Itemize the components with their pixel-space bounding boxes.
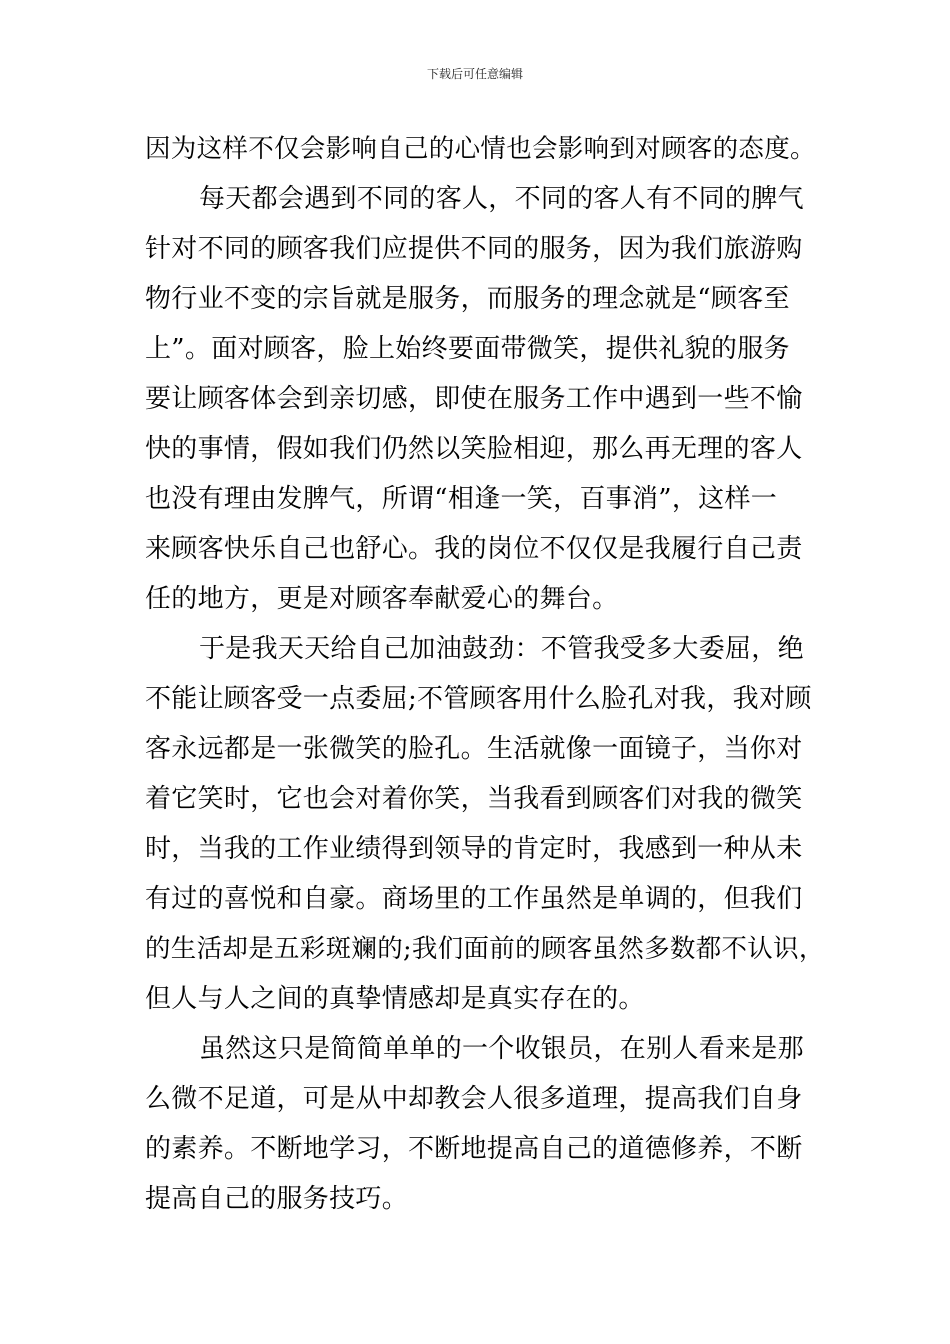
text-line: 针对不同的顾客我们应提供不同的服务，因为我们旅游购 [145, 234, 803, 264]
text-line: 时，当我的工作业绩得到领导的肯定时，我感到一种从未 [145, 834, 803, 864]
text-line: 因为这样不仅会影响自己的心情也会影响到对顾客的态度。 [145, 134, 816, 164]
text-line: 虽然这只是简简单单的一个收银员，在别人看来是那 [199, 1034, 804, 1064]
text-line: 要让顾客体会到亲切感，即使在服务工作中遇到一些不愉 [145, 384, 803, 414]
text-line: 有过的喜悦和自豪。商场里的工作虽然是单调的，但我们 [145, 884, 803, 914]
text-line: 也没有理由发脾气，所谓“相逢一笑，百事消”，这样一 [145, 484, 778, 514]
text-line: 着它笑时，它也会对着你笑，当我看到顾客们对我的微笑 [145, 784, 803, 814]
text-line: 么微不足道，可是从中却教会人很多道理，提高我们自身 [145, 1084, 803, 1114]
page-header: 下载后可任意编辑 [426, 67, 523, 81]
text-line: 任的地方，更是对顾客奉献爱心的舞台。 [145, 584, 619, 614]
text-line: 客永远都是一张微笑的脸孔。生活就像一面镜子，当你对 [145, 734, 803, 764]
text-line: 快的事情，假如我们仍然以笑脸相迎，那么再无理的客人 [145, 434, 803, 464]
text-line: 来顾客快乐自己也舒心。我的岗位不仅仅是我履行自己责 [145, 534, 803, 564]
text-line: 但人与人之间的真挚情感却是真实存在的。 [145, 984, 645, 1014]
document-body [145, 124, 825, 1224]
text-line: 上”。面对顾客，脸上始终要面带微笑，提供礼貌的服务 [145, 334, 790, 364]
text-line: 于是我天天给自己加油鼓劲：不管我受多大委屈，绝 [199, 634, 804, 664]
text-line: 的素养。不断地学习，不断地提高自己的道德修养，不断 [145, 1134, 803, 1164]
text-line: 物行业不变的宗旨就是服务，而服务的理念就是“顾客至 [145, 284, 790, 314]
text-line: 的生活却是五彩斑斓的;我们面前的顾客虽然多数都不认识， [145, 934, 825, 964]
text-line: 提高自己的服务技巧。 [145, 1184, 409, 1214]
text-line: 每天都会遇到不同的客人，不同的客人有不同的脾气 [199, 184, 804, 214]
text-line: 不能让顾客受一点委屈;不管顾客用什么脸孔对我，我对顾 [145, 684, 812, 714]
